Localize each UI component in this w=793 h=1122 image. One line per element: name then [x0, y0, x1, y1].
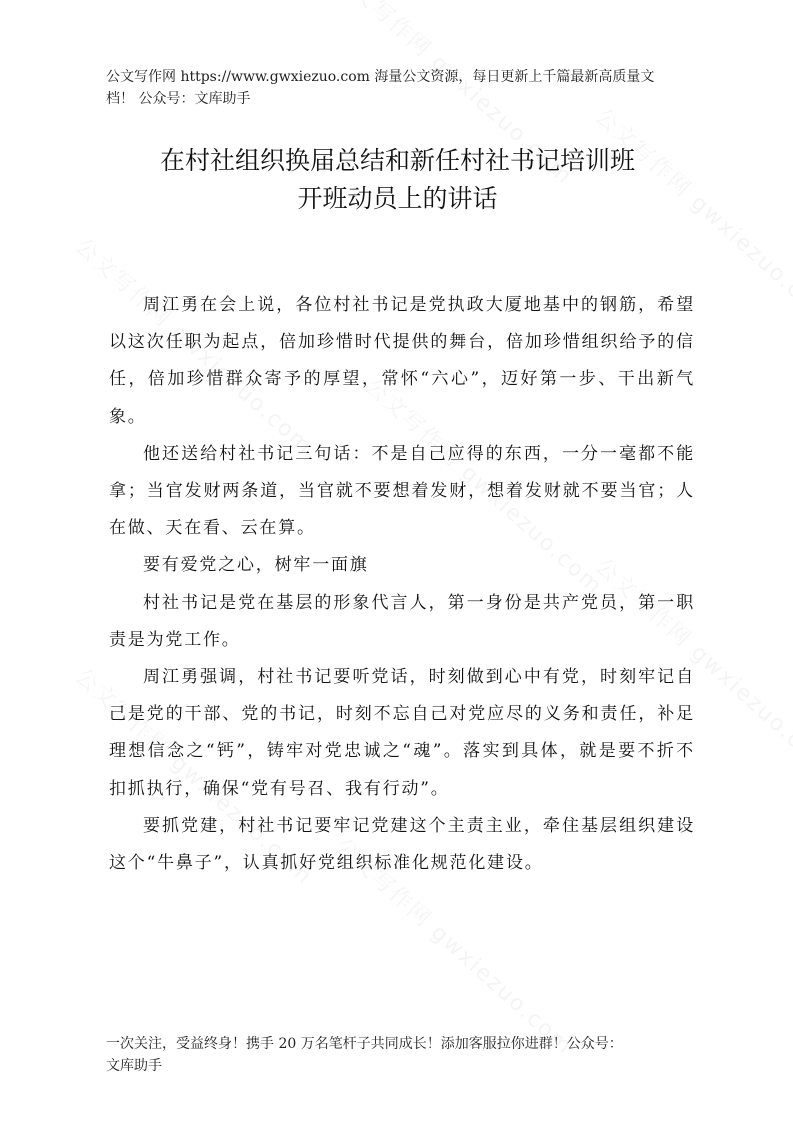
footer-line: 文库助手 — [106, 1058, 162, 1074]
paragraph: 要抓党建，村社书记要牢记党建这个主责主业，牵住基层组织建设这个“牛鼻子”，认真抓好党组织标准化规范化建设。 — [109, 815, 695, 874]
page-footer — [106, 1033, 706, 1077]
paragraph: 周江勇强调，村社书记要听党话，时刻做到心中有党，时刻牢记自己是党的干部、党的书记，时刻不忘自己对党应尽的义务和责任，补足理想信念之“钙”，铸牢对党忠诚之“魂”。落实到具体，就是要不折不扣抓执行，确保“党有号召、我有行动”。 — [109, 667, 695, 799]
title-line: 在村社组织换届总结和新任村社书记培训班 — [159, 146, 635, 175]
title-line: 开班动员上的讲话 — [297, 184, 498, 213]
paragraph: 村社书记是党在基层的形象代言人，第一身份是共产党员，第一职责是为党工作。 — [109, 592, 695, 650]
section-heading: 要有爱党之心，树牢一面旗 — [143, 555, 369, 576]
page-header — [106, 66, 706, 110]
paragraph: 他还送给村社书记三句话：不是自己应得的东西，一分一毫都不能拿；当官发财两条道，当官就不要想着发财，想着发财就不要当官；人在做、天在看、云在算。 — [109, 443, 695, 539]
document-title — [110, 142, 685, 218]
header-line: 档！ 公众号：文库助手 — [106, 91, 251, 107]
document-body — [109, 287, 695, 882]
footer-line: 一次关注，受益终身！携手 20 万名笔杆子共同成长！添加客服拉你进群！公众号： — [106, 1036, 623, 1052]
header-line: 公文写作网 https://www.gwxiezuo.com 海量公文资源，每日更新上千篇最新高质量文 — [106, 69, 655, 85]
paragraph: 周江勇在会上说，各位村社书记是党执政大厦地基中的钢筋，希望以这次任职为起点，倍加珍惜时代提供的舞台，倍加珍惜组织给予的信任，倍加珍惜群众寄予的厚望，常怀“六心”，迈好第一步、干出新气象。 — [109, 295, 695, 427]
